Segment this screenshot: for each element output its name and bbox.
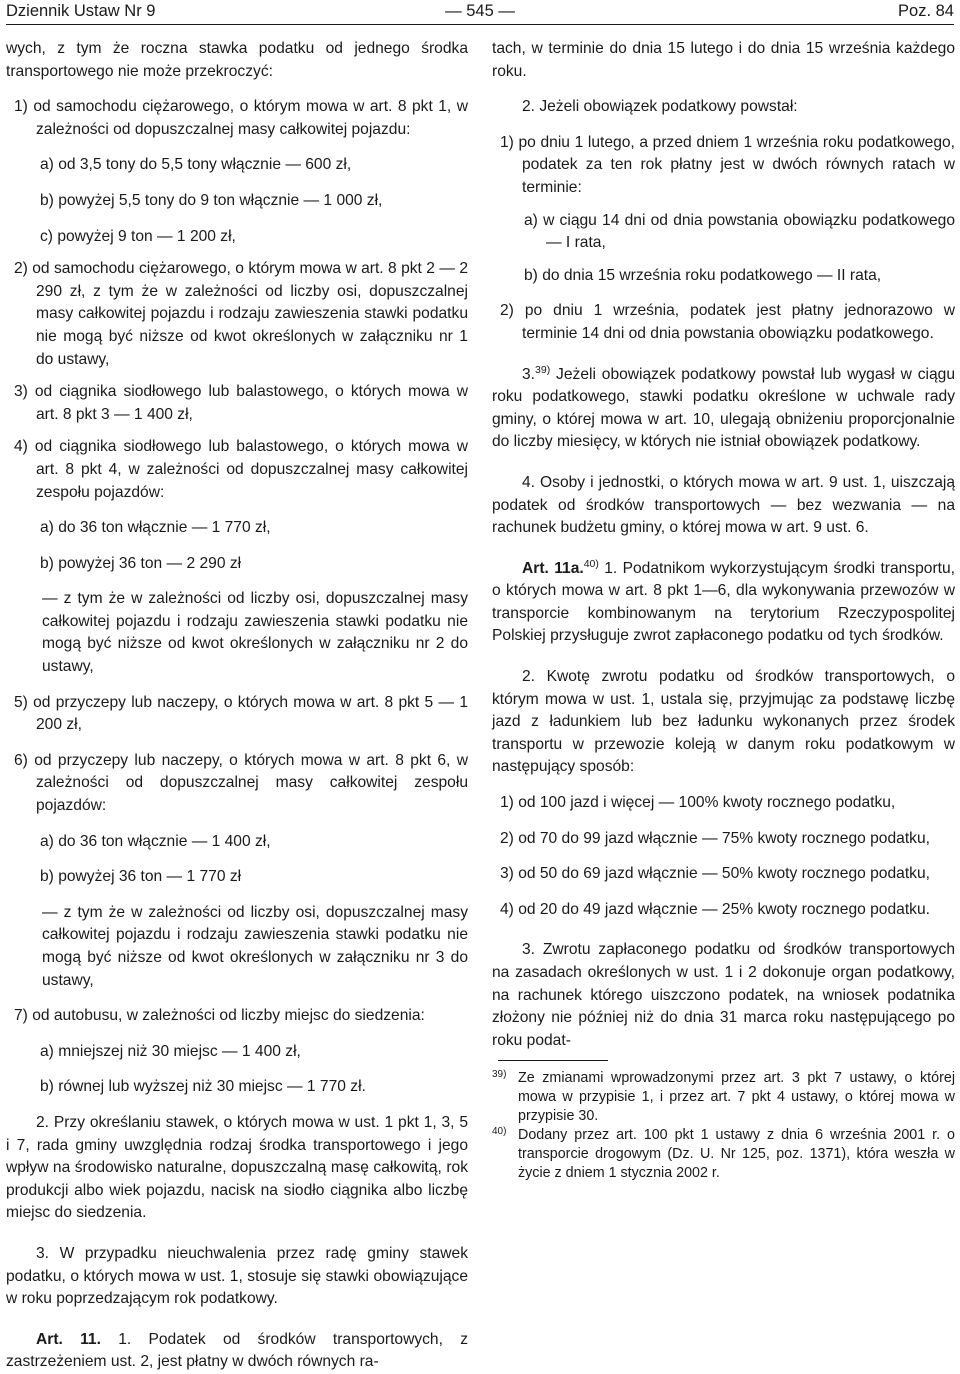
list-item-7b: b) równej lub wyższej niż 30 miejsc — 1 770 zł. [40, 1078, 366, 1096]
article-text: 1. Podatek od środków transportowych, z zastrzeżeniem ust. 2, jest płatny w dwóch równych ra- [6, 1330, 468, 1371]
list-item-1b: b) powyżej 5,5 tony do 9 ton włącznie — 1 000 zł, [40, 191, 383, 209]
footnote-divider [498, 1060, 608, 1061]
paragraph-art-11a [492, 558, 955, 648]
list-item-refund-1: 1) od 100 jazd i więcej — 100% kwoty rocznego podatku, [500, 794, 896, 812]
footnote-ref-39: 39) [535, 363, 551, 376]
list-item-6b: b) powyżej 36 ton — 1 770 zł [40, 868, 242, 886]
list-item-7: 7) od autobusu, w zależności od liczby miejsc do siedzenia: [14, 1007, 425, 1025]
list-item-7a: a) mniejszej niż 30 miejsc — 1 400 zł, [40, 1042, 301, 1060]
position-number: Poz. 84 [898, 1, 954, 20]
ust3-number: 3. [522, 365, 536, 383]
list-item-1a: a) od 3,5 tony do 5,5 tony włącznie — 600 zł, [40, 156, 352, 174]
list-item-refund-2: 2) od 70 do 99 jazd włącznie — 75% kwoty rocznego podatku, [500, 829, 930, 847]
page-header [6, 0, 954, 25]
footnote-40-text: Dodany przez art. 100 pkt 1 ustawy z dnia 6 września 2001 r. o transporcie drogowym (Dz. U. Nr 125, poz. 1371), która weszła w życie z dniem 1 stycznia 2002 r. [518, 1127, 955, 1182]
footnote-39: 39) Ze zmianami wprowadzonymi przez art. 3 pkt 7 ustawy, o której mowa w przypisie 1, i przez art. 7 pkt 4 ustawy, o której mowa w przypisie 30. [492, 1069, 955, 1125]
intro-paragraph: wych, z tym że roczna stawka podatku od jednego środka transportowego nie może przekroczyć: [6, 40, 468, 80]
list-item-4: 4) od ciągnika siodłowego lub balastowego, o których mowa w art. 8 pkt 4, w zależności od dopuszczalnej masy całkowitej zespołu pojazdów: [14, 438, 468, 501]
list-item-4-note: — z tym że w zależności od liczby osi, dopuszczalnej masy całkowitej pojazdu i rodzaju zawieszenia stawki podatku nie mogą być niższe od kwot określonych w załączniku nr 2 do ustawy, [42, 590, 468, 676]
list-item-r2: 2) po dniu 1 września, podatek jest płatny jednorazowo w terminie 14 dni od dnia powstania obowiązku podatkowego. [500, 302, 955, 342]
list-item-1c: c) powyżej 9 ton — 1 200 zł, [40, 227, 236, 245]
footnote-ref-40: 40) [583, 557, 599, 570]
paragraph-art-11 [6, 1329, 468, 1374]
paragraph-ust-2: 2. Przy określaniu stawek, o których mowa w ust. 1 pkt 1, 3, 5 i 7, rada gminy uwzględnia rodzaj środka transportowego i jego wpływ na środowisko naturalne, dopuszczalną masę całkowitą, rok produkcji albo wiek pojazdu, nacisk na siodło ciągnika albo liczbę miejsc do siedzenia. [6, 1113, 468, 1222]
right-column [492, 38, 955, 1183]
list-item-4a: a) do 36 ton włącznie — 1 770 zł, [40, 519, 271, 537]
continuation-paragraph: tach, w terminie do dnia 15 lutego i do dnia 15 września każdego roku. [492, 40, 955, 80]
list-item-6: 6) od przyczepy lub naczepy, o których mowa w art. 8 pkt 6, w zależności od dopuszczalnej masy całkowitej zespołu pojazdów: [14, 751, 468, 815]
footnote-39-text: Ze zmianami wprowadzonymi przez art. 3 pkt 7 ustawy, o której mowa w przypisie 1, i przez art. 7 pkt 4 ustawy, o której mowa w przypisie 30. [518, 1070, 955, 1125]
list-item-r1a: a) w ciągu 14 dni od dnia powstania obowiązku podatkowego — I rata, [524, 211, 955, 252]
paragraph-ust-4: 4. Osoby i jednostki, o których mowa w art. 9 ust. 1, uiszczają podatek od środków transportowych — bez wezwania — na rachunek budżetu gminy, o której mowa w art. 9 ust. 6. [492, 473, 955, 537]
list-item-6a: a) do 36 ton włącznie — 1 400 zł, [40, 832, 271, 850]
list-item-refund-4: 4) od 20 do 49 jazd włącznie — 25% kwoty rocznego podatku. [500, 900, 930, 918]
list-item-3: 3) od ciągnika siodłowego lub balastowego, o których mowa w art. 8 pkt 3 — 1 400 zł, [14, 383, 468, 423]
list-item-6-note: — z tym że w zależności od liczby osi, dopuszczalnej masy całkowitej pojazdu i rodzaju zawieszenia stawki podatku nie mogą być niższe od kwot określonych w załączniku nr 3 do ustawy, [42, 903, 468, 989]
list-item-r1b: b) do dnia 15 września roku podatkowego — II rata, [524, 266, 882, 284]
list-item-refund-3: 3) od 50 do 69 jazd włącznie — 50% kwoty rocznego podatku, [500, 865, 930, 883]
paragraph-ust-3-right [492, 364, 955, 454]
article-11a-label: Art. 11a. [522, 559, 584, 577]
list-item-2: 2) od samochodu ciężarowego, o którym mowa w art. 8 pkt 2 — 2 290 zł, z tym że w zależności od liczby osi, dopuszczalnej masy całkowitej pojazdu i rodzaju zawieszenia stawki podatku nie mogą być niższe od kwot określonych w załączniku nr 1 do ustawy, [14, 260, 468, 368]
footnote-40: 40) Dodany przez art. 100 pkt 1 ustawy z dnia 6 września 2001 r. o transporcie drogowym (Dz. U. Nr 125, poz. 1371), która weszła w życie z dniem 1 stycznia 2002 r. [492, 1126, 955, 1182]
page-number: — 545 — [445, 1, 515, 20]
article-11a-text: 1. Podatnikom wykorzystującym środki transportu, o których mowa w art. 8 pkt 1—6, dla wykonywania przewozów w transporcie kombinowanym na terytorium Rzeczypospolitej Polskiej przysługuje zwrot zapłaconego podatku od tych środków. [492, 559, 955, 645]
paragraph-art-11a-ust-3: 3. Zwrotu zapłaconego podatku od środków transportowych na zasadach określonych w ust. 1 i 2 dokonuje organ podatkowy, na rachunek którego uiszczono podatek, na wniosek podatnika złożony nie później niż do dnia 31 marca roku następującego po roku podat- [492, 941, 955, 1049]
list-item-r1: 1) po dniu 1 lutego, a przed dniem 1 września roku podatkowego, podatek za ten rok płatny jest w dwóch równych ratach w terminie: [500, 133, 955, 196]
paragraph-art-11a-ust-2: 2. Kwotę zwrotu podatku od środków transportowych, o którym mowa w ust. 1, ustala się, przyjmując za podstawę liczbę jazd z ładunkiem lub bez ładunku wykonanych przez środek transportu w przewozie koleją w danym roku podatkowym w następujący sposób: [492, 668, 955, 776]
list-item-4b: b) powyżej 36 ton — 2 290 zł [40, 554, 242, 572]
ust3-text: Jeżeli obowiązek podatkowy powstał lub wygasł w ciągu roku podatkowego, stawki podatku określone w uchwale rady gminy, o której mowa w art. 10, ulegają obniżeniu proporcjonalnie do liczby miesięcy, w których nie istniał obowiązek podatkowy. [492, 365, 955, 451]
journal-title: Dziennik Ustaw Nr 9 [6, 1, 156, 20]
list-item-1: 1) od samochodu ciężarowego, o którym mowa w art. 8 pkt 1, w zależności od dopuszczalnej masy całkowitej pojazdu: [14, 98, 468, 138]
left-column [6, 38, 468, 1374]
paragraph-ust-2-right: 2. Jeżeli obowiązek podatkowy powstał: [522, 98, 798, 116]
paragraph-ust-3: 3. W przypadku nieuchwalenia przez radę gminy stawek podatku, o których mowa w ust. 1, stosuje się stawki obowiązujące w roku poprzedzającym rok podatkowy. [6, 1244, 468, 1308]
list-item-5: 5) od przyczepy lub naczepy, o których mowa w art. 8 pkt 5 — 1 200 zł, [14, 693, 468, 734]
article-label: Art. 11. [36, 1330, 101, 1348]
